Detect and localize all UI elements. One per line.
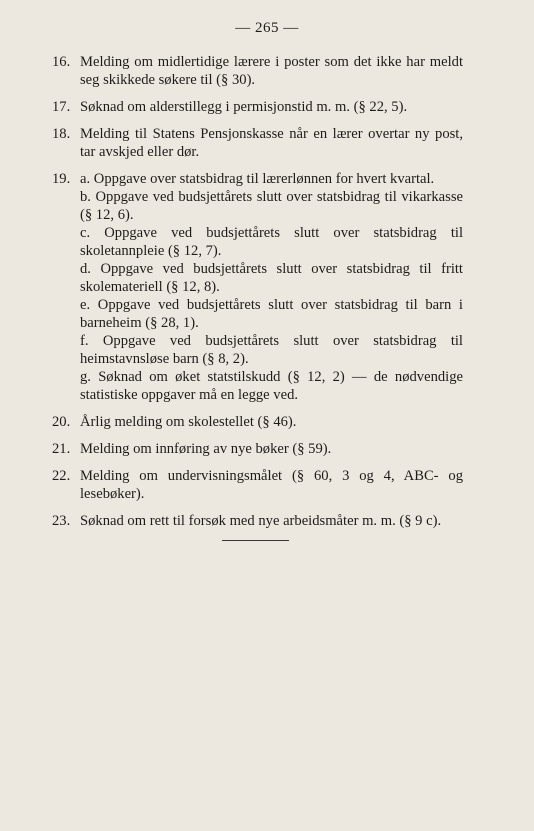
- item-text: Årlig melding om skolestellet (§ 46).: [80, 414, 297, 430]
- list-item: [0, 125, 534, 161]
- item-text: Melding om undervisningsmålet (§ 60, 3 og 4, ABC- og lesebøker).: [80, 468, 463, 502]
- sub-item-a: a. Oppgave over statsbidrag til lærerlønnen for hvert kvartal.: [80, 171, 435, 187]
- item-number: 18.: [52, 126, 71, 142]
- sub-item-g: g. Søknad om øket statstilskudd (§ 12, 2) — de nødvendige statistiske oppgaver må en legge ved.: [80, 369, 463, 403]
- item-number: 23.: [52, 513, 71, 529]
- item-text: Søknad om rett til forsøk med nye arbeidsmåter m. m. (§ 9 c).: [80, 513, 442, 529]
- sub-item-b: b. Oppgave ved budsjettårets slutt over statsbidrag til vikarkasse (§ 12, 6).: [80, 189, 463, 223]
- item-sublist: [80, 170, 463, 404]
- sub-item-d: d. Oppgave ved budsjettårets slutt over statsbidrag til fritt skolemateriell (§ 12, 8).: [80, 261, 463, 295]
- item-number: 20.: [52, 414, 71, 430]
- item-number: 16.: [52, 54, 71, 70]
- item-text: Melding om innføring av nye bøker (§ 59).: [80, 441, 332, 457]
- item-text: Søknad om alderstillegg i permisjonstid m. m. (§ 22, 5).: [80, 99, 408, 115]
- sub-item-e: e. Oppgave ved budsjettårets slutt over statsbidrag til barn i barneheim (§ 28, 1).: [80, 297, 463, 331]
- list-item: [0, 53, 534, 89]
- item-number: 22.: [52, 468, 71, 484]
- list-item: [0, 170, 534, 404]
- item-text: Melding til Statens Pensjonskasse når en lærer overtar ny post, tar avskjed eller dør.: [80, 126, 463, 160]
- item-text: Melding om midlertidige lærere i poster som det ikke har meldt seg skikkede søkere til (§ 30).: [80, 54, 463, 88]
- sub-item-f: f. Oppgave ved budsjettårets slutt over statsbidrag til heimstavnsløse barn (§ 8, 2).: [80, 333, 463, 367]
- list-item: [0, 413, 534, 431]
- list-item: [0, 512, 534, 530]
- item-number: 21.: [52, 441, 71, 457]
- list-item: [0, 98, 534, 116]
- page-number: — 265 —: [235, 20, 299, 36]
- numbered-list: [0, 53, 534, 539]
- list-item: [0, 440, 534, 458]
- section-divider: [222, 540, 289, 541]
- sub-item-c: c. Oppgave ved budsjettårets slutt over statsbidrag til skoletannpleie (§ 12, 7).: [80, 225, 463, 259]
- list-item: [0, 467, 534, 503]
- item-number: 19.: [52, 171, 71, 187]
- item-number: 17.: [52, 99, 71, 115]
